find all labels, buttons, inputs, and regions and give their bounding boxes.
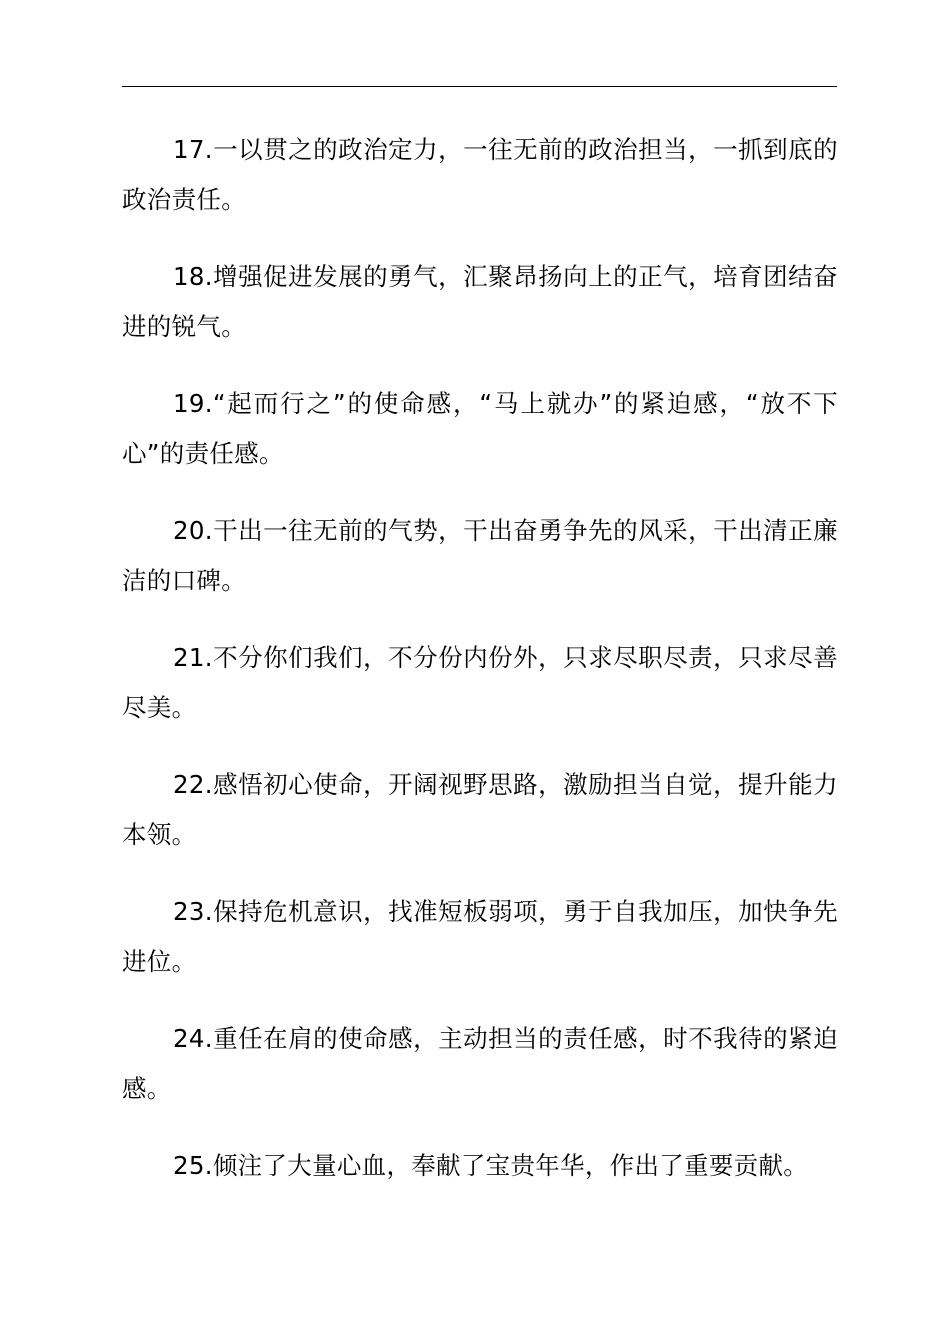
- paragraph-19: 19.“起而行之”的使命感，“马上就办”的紧迫感，“放不下心”的责任感。: [122, 389, 838, 468]
- paragraph-25: 25.倾注了大量心血，奉献了宝贵年华，作出了重要贡献。: [173, 1151, 809, 1180]
- header-divider: [122, 86, 837, 87]
- document-body: [122, 125, 838, 1218]
- paragraph-21: 21.不分你们我们，不分份内份外，只求尽职尽责，只求尽善尽美。: [122, 643, 838, 722]
- paragraph-17: 17.一以贯之的政治定力，一往无前的政治担当，一抓到底的政治责任。: [122, 135, 838, 214]
- paragraph-23: 23.保持危机意识，找准短板弱项，勇于自我加压，加快争先进位。: [122, 897, 838, 976]
- paragraph-24: 24.重任在肩的使命感，主动担当的责任感，时不我待的紧迫感。: [122, 1024, 838, 1103]
- paragraph-22: 22.感悟初心使命，开阔视野思路，激励担当自觉，提升能力本领。: [122, 770, 838, 849]
- paragraph-20: 20.干出一往无前的气势，干出奋勇争先的风采，干出清正廉洁的口碑。: [122, 516, 838, 595]
- paragraph-18: 18.增强促进发展的勇气，汇聚昂扬向上的正气，培育团结奋进的锐气。: [122, 262, 838, 341]
